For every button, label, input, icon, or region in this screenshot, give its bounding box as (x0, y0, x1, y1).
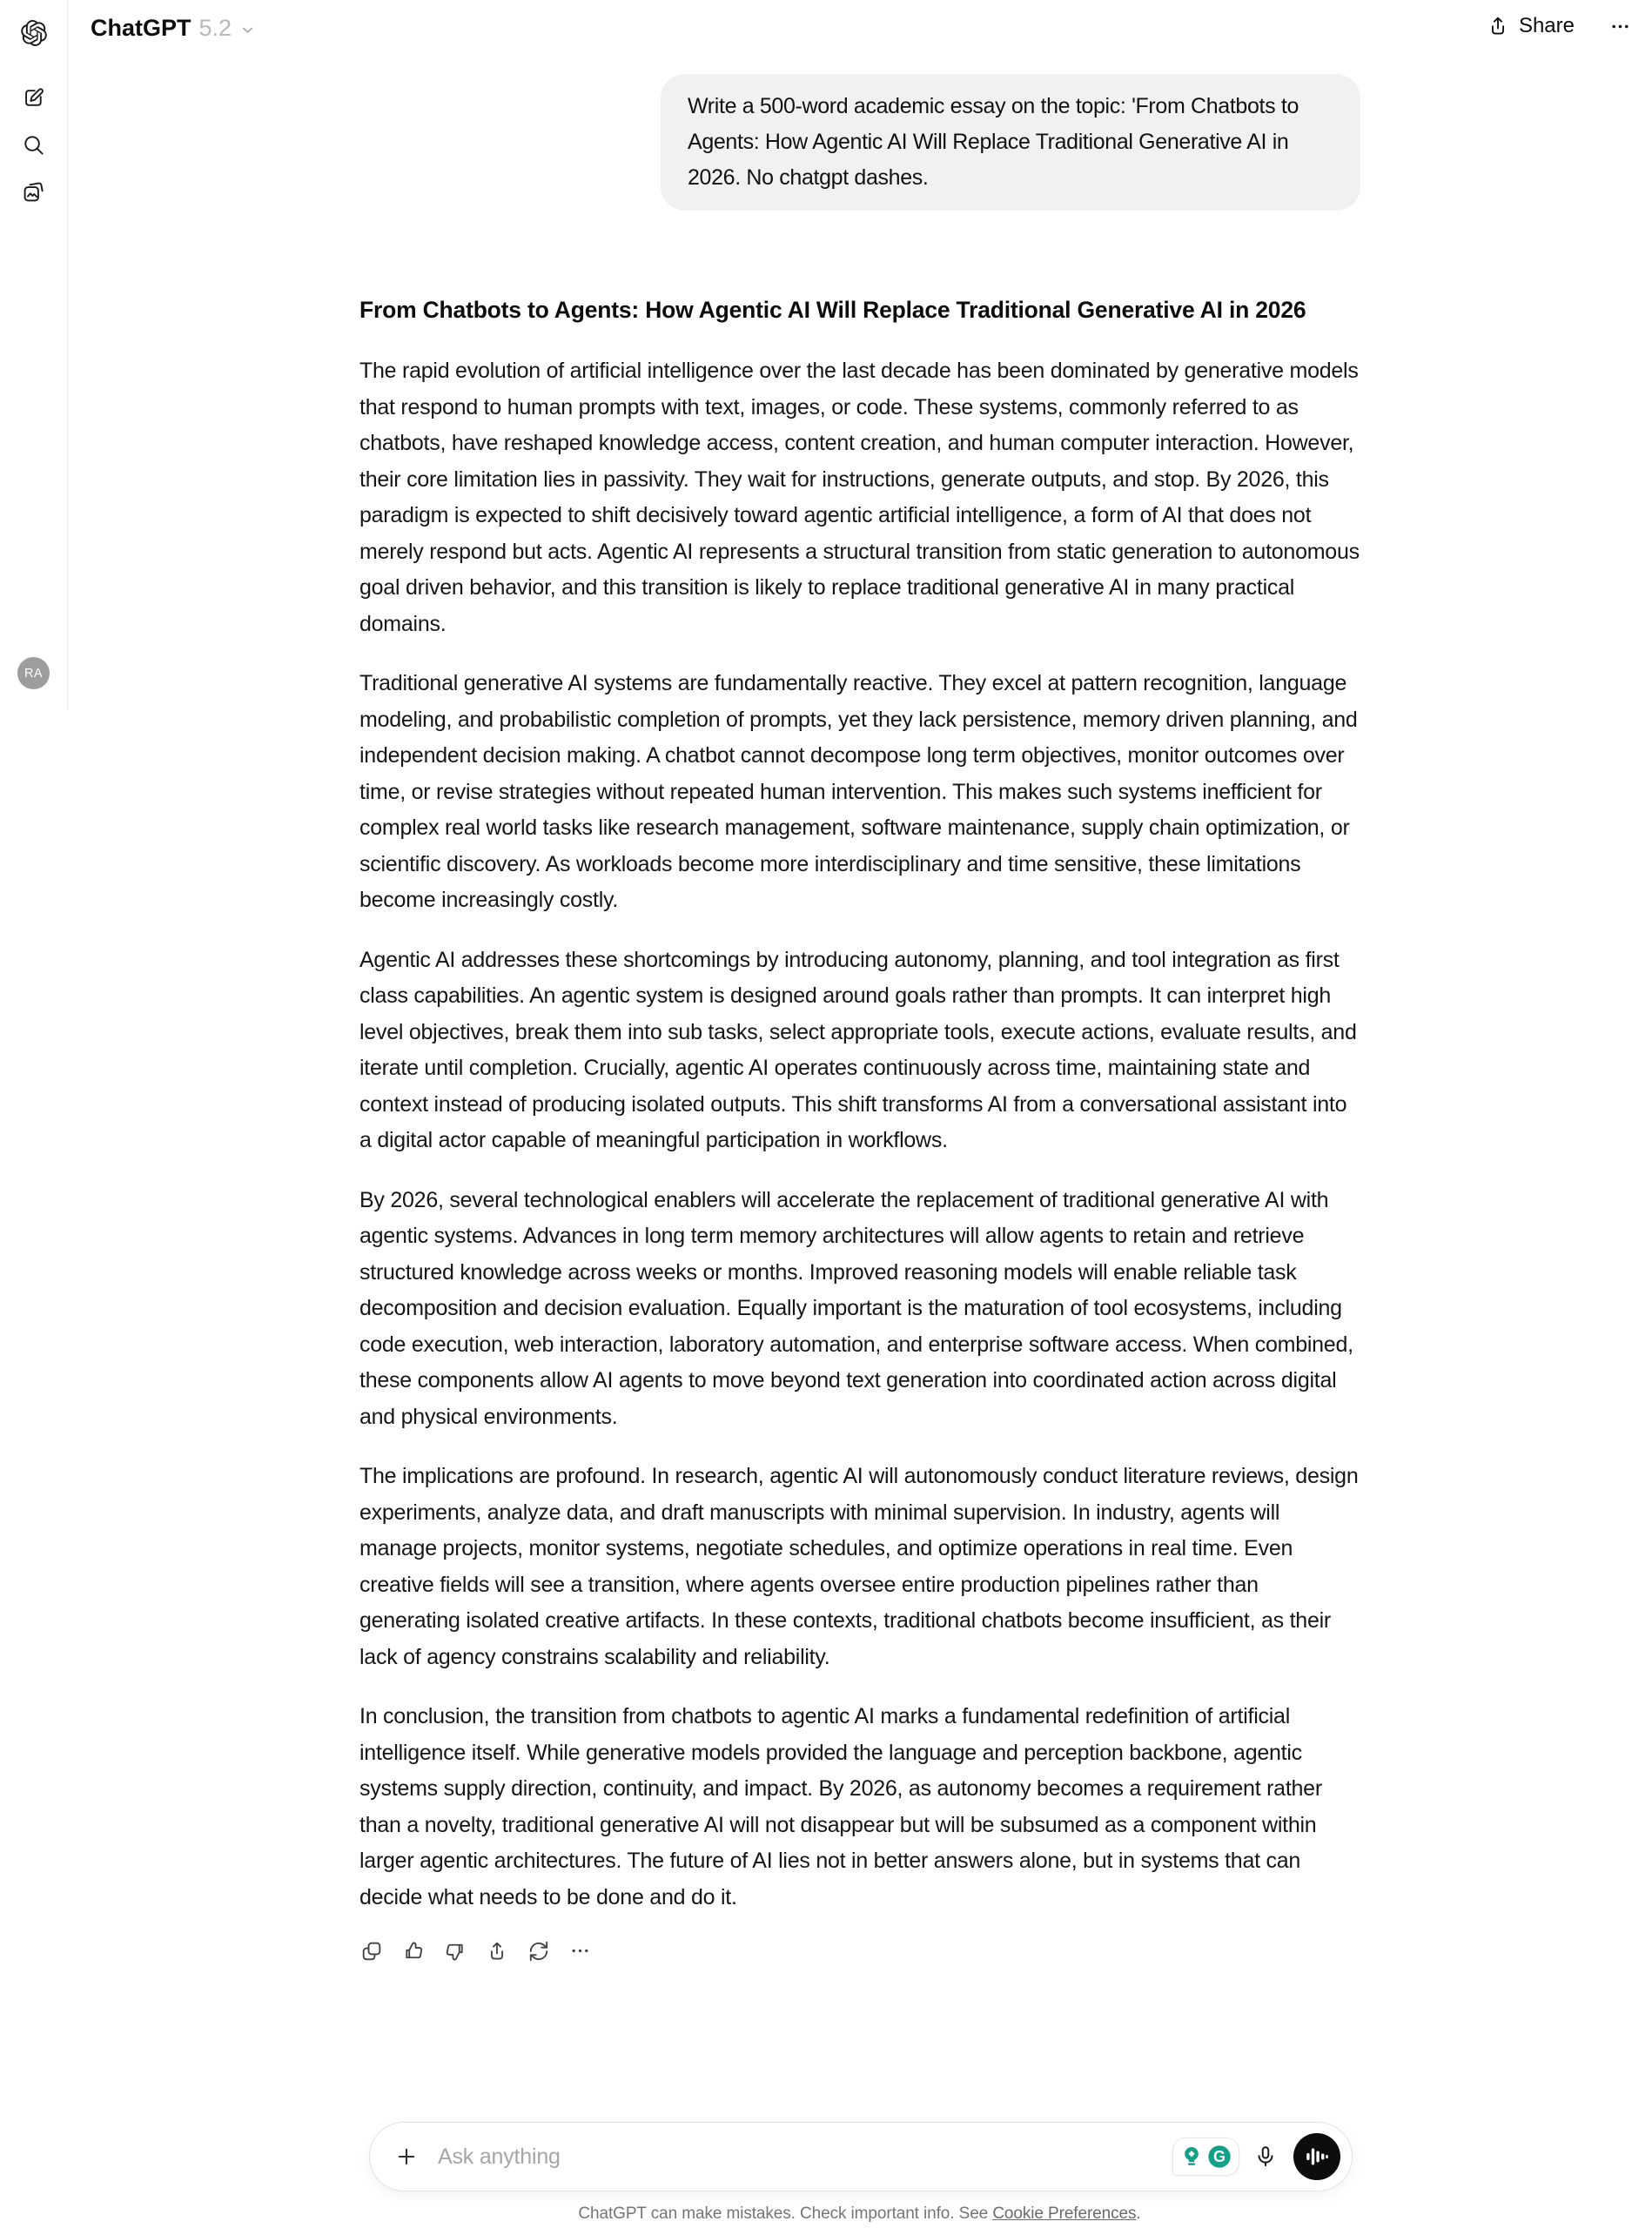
openai-logo[interactable] (20, 19, 47, 46)
message-input[interactable] (436, 2144, 1172, 2171)
user-avatar[interactable] (17, 657, 50, 689)
grammarly-suggestion-bulb-icon (1179, 2144, 1205, 2170)
openai-logo-icon (21, 20, 47, 46)
user-message-bubble: Write a 500-word academic essay on the topic: 'From Chatbots to Agents: How Agentic AI Will Replace Traditional Generative AI in 2026. No chatgpt dashes. (661, 74, 1360, 211)
disclaimer-text: ChatGPT can make mistakes. Check important info. See (578, 2205, 993, 2223)
regenerate-icon (527, 1940, 550, 1963)
microphone-icon (1253, 2144, 1278, 2169)
message-actions (359, 1939, 1360, 1963)
thumbs-up-icon (402, 1940, 425, 1963)
share-label: Share (1518, 14, 1575, 37)
app-title: ChatGPT (91, 15, 191, 41)
thumbs-down-button[interactable] (443, 1939, 467, 1963)
thumbs-down-icon (444, 1940, 467, 1963)
header-actions (1487, 14, 1631, 38)
essay-paragraph: By 2026, several technological enablers will accelerate the replacement of traditional generative AI with agentic systems. Advances in long term memory architectures will allow agents to retain and retrieve structured knowledge across weeks or months. Improved reasoning models will enable reliable task decomposition and decision evaluation. Equally important is the maturation of tool ecosystems, including code execution, web interaction, laboratory automation, and enterprise software access. When combined, these components allow AI agents to move beyond text generation into coordinated action across digital and physical environments. (359, 1187, 1353, 1429)
ellipsis-icon (1609, 16, 1631, 37)
copy-icon (360, 1940, 383, 1963)
user-message-row (359, 74, 1360, 211)
more-actions-button[interactable] (568, 1939, 592, 1963)
voice-mode-button[interactable] (1293, 2133, 1340, 2180)
share-response-button[interactable] (485, 1939, 508, 1963)
avatar-initials: RA (24, 666, 43, 681)
new-chat-button[interactable] (20, 84, 47, 111)
thumbs-up-button[interactable] (401, 1939, 425, 1963)
conversation-column (359, 74, 1360, 1963)
sidebar-rail (0, 0, 68, 710)
essay-paragraph: In conclusion, the transition from chatbots to agentic AI marks a fundamental redefinition of artificial intelligence itself. While generative models provided the language and perception backbone, agentic systems supply direction, continuity, and impact. By 2026, as autonomy becomes a requirement rather than a novelty, traditional generative AI will not disappear but will be subsumed as a component within larger agentic architectures. The future of AI lies not in better answers alone, but in systems that can decide what needs to be done and do it. (359, 1704, 1322, 1909)
ellipsis-icon (569, 1940, 591, 1962)
plus-icon (394, 2144, 419, 2169)
essay-paragraph: The rapid evolution of artificial intelligence over the last decade has been dominated by generative models that respond to human prompts with text, images, or code. These systems, commonly referred to as chatbots, have reshaped knowledge access, content creation, and human computer interaction. However, their core limitation lies in passivity. They wait for instructions, generate outputs, and stop. By 2026, this paradigm is expected to shift decisively toward agentic artificial intelligence, a form of AI that does not merely respond but acts. Agentic AI represents a structural transition from static generation to autonomous goal driven behavior, and this transition is likely to replace traditional generative AI in many practical domains. (359, 359, 1360, 636)
model-version: 5.2 (198, 15, 232, 41)
model-switcher[interactable] (91, 15, 256, 42)
assistant-message (359, 294, 1360, 1963)
composer (369, 2122, 1353, 2191)
essay-paragraph: The implications are profound. In research, agentic AI will autonomously conduct literature reviews, design experiments, analyze data, and draft manuscripts with minimal supervision. In industry, agents will manage projects, monitor systems, negotiate schedules, and optimize operations in real time. Even creative fields will see a transition, where agents oversee entire production pipelines rather than generating isolated creative artifacts. In these contexts, traditional chatbots become insufficient, as their lack of agency constrains scalability and reliability. (359, 1464, 1359, 1669)
essay-paragraph: Traditional generative AI systems are fundamentally reactive. They excel at pattern recognition, language modeling, and probabilistic completion of prompts, yet they lack persistence, memory driven planning, and independent decision making. A chatbot cannot decompose long term objectives, monitor outcomes over time, or revise strategies without repeated human intervention. This makes such systems inefficient for complex real world tasks like research management, software maintenance, supply chain optimization, or scientific discovery. As workloads become more interdisciplinary and time sensitive, these limitations become increasingly costly. (359, 671, 1358, 912)
share-button[interactable] (1487, 14, 1575, 38)
library-icon (22, 180, 45, 204)
essay-title: From Chatbots to Agents: How Agentic AI Will Replace Traditional Generative AI in 2026 (359, 297, 1306, 323)
grammarly-extension-badge[interactable] (1172, 2137, 1239, 2176)
search-icon (22, 133, 45, 157)
cookie-preferences-link[interactable]: Cookie Preferences (992, 2205, 1137, 2223)
disclaimer (67, 2205, 1652, 2224)
upload-icon (486, 1940, 508, 1963)
library-button[interactable] (20, 178, 47, 205)
search-button[interactable] (20, 131, 47, 158)
disclaimer-period: . (1136, 2205, 1141, 2223)
share-icon (1487, 15, 1509, 37)
regenerate-button[interactable] (527, 1939, 550, 1963)
chevron-down-icon (239, 22, 256, 38)
conversation-options-button[interactable] (1609, 16, 1631, 37)
new-chat-icon (22, 86, 45, 110)
grammarly-logo-icon (1205, 2143, 1233, 2171)
attach-button[interactable] (393, 2144, 420, 2170)
essay-paragraph: Agentic AI addresses these shortcomings by introducing autonomy, planning, and tool integration as first class capabilities. An agentic system is designed around goals rather than prompts. It can interpret high level objectives, break them into sub tasks, select appropriate tools, execute actions, evaluate results, and iterate until completion. Crucially, agentic AI operates continuously across time, maintaining state and context instead of producing isolated outputs. This shift transforms AI from a conversational assistant into a digital actor capable of meaningful participation in workflows. (359, 947, 1357, 1152)
svg-text:G: G (1212, 2148, 1226, 2166)
copy-button[interactable] (359, 1939, 383, 1963)
voice-waveform-icon (1304, 2144, 1330, 2170)
dictate-button[interactable] (1252, 2143, 1279, 2171)
